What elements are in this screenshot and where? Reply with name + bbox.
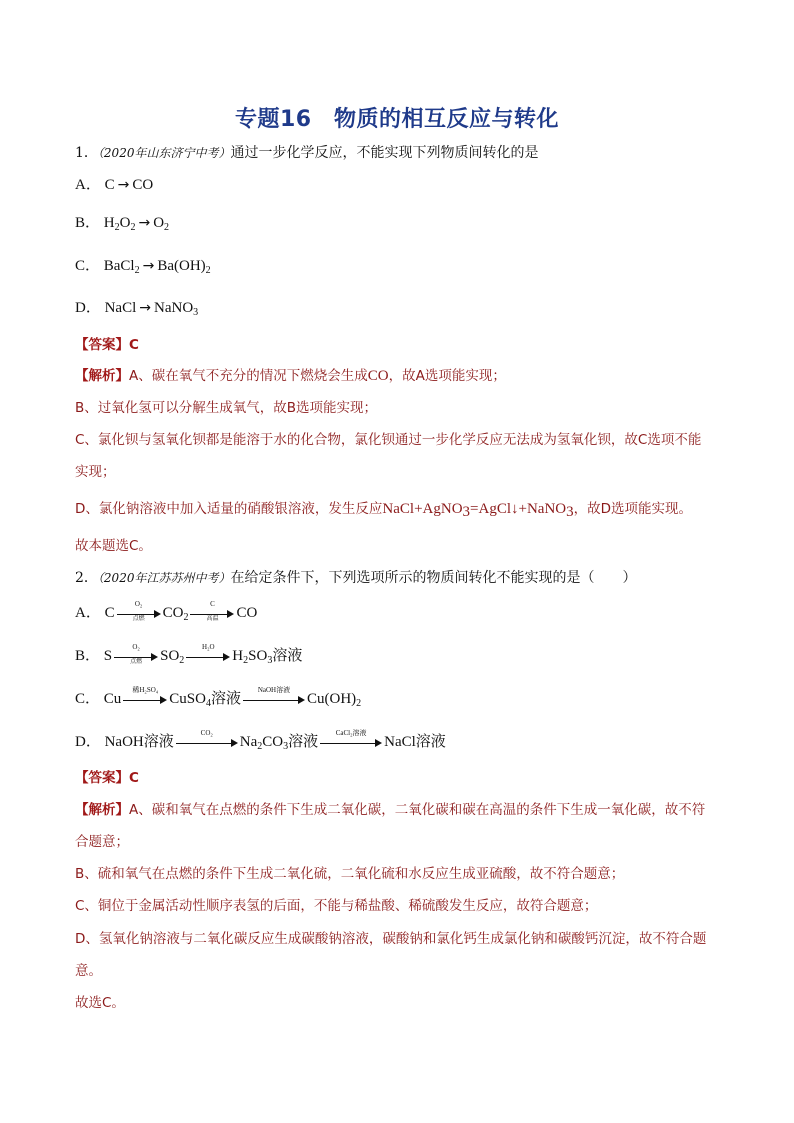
reaction-arrow-icon: CO₂ bbox=[176, 736, 238, 750]
right-arrow-icon: → bbox=[142, 258, 155, 274]
q1-number: 1． bbox=[75, 145, 98, 161]
reaction-arrow-icon: H₂O bbox=[186, 650, 230, 664]
reaction-arrow-icon: C 高温 bbox=[190, 607, 234, 621]
right-arrow-icon: → bbox=[138, 215, 151, 231]
q1-explanation-a: 【解析】A、碳在氧气不充分的情况下燃烧会生成CO，故A选项能实现； bbox=[75, 368, 506, 384]
reaction-arrow-icon: 稀H₂SO₄ bbox=[123, 693, 167, 707]
q1-explanation-c2: 实现； bbox=[75, 464, 116, 480]
q2-number: 2． bbox=[75, 570, 98, 586]
q2-stem bbox=[75, 568, 636, 588]
q1-explanation-b: B、过氧化氢可以分解生成氧气，故B选项能实现； bbox=[75, 400, 378, 416]
reaction-arrow-icon: NaOH溶液 bbox=[243, 693, 305, 707]
reaction-arrow-icon: O₂ 点燃 bbox=[114, 650, 158, 664]
q2-option-a: A． C O₂ 点燃 $CO_2$ C 高温 CO bbox=[75, 599, 258, 623]
q2-option-b: B． S O₂ 点燃 $SO_2$ H₂O $H_2SO_3$溶液 bbox=[75, 642, 303, 666]
page-title: 专题16 物质的相互反应与转化 bbox=[234, 107, 560, 132]
q2-explanation-c: C、铜位于金属活动性顺序表氢的后面，不能与稀盐酸、稀硫酸发生反应，故符合题意； bbox=[75, 898, 598, 914]
q1-explanation-d: D、氯化钠溶液中加入适量的硝酸银溶液，发生反应NaCl+AgNO$_3$=AgCl↓+NaNO$_3$，故D选项能实现。 bbox=[75, 501, 693, 520]
q2-explanation-a1: 【解析】A、碳和氧气在点燃的条件下生成二氧化碳，二氧化碳和碳在高温的条件下生成一氧化碳，故不符 bbox=[75, 802, 706, 818]
q2-explanation-a2: 合题意； bbox=[75, 834, 129, 850]
q2-option-c: C． Cu 稀H₂SO₄ CuSO$_4$溶液 NaOH溶液 $Cu(OH)_2$ bbox=[75, 685, 362, 709]
reaction-arrow-icon: CaCl₂溶液 bbox=[320, 736, 382, 750]
q1-text: 通过一步化学反应，不能实现下列物质间转化的是 bbox=[230, 145, 539, 161]
q1-explanation-c1: C、氯化钡与氢氧化钡都是能溶于水的化合物，氯化钡通过一步化学反应无法成为氢氧化钡，故C选项不能 bbox=[75, 432, 702, 448]
q2-text: 在给定条件下，下列选项所示的物质间转化不能实现的是（ ） bbox=[230, 570, 637, 586]
q2-conclusion: 故选C。 bbox=[75, 995, 125, 1011]
q1-stem bbox=[75, 143, 538, 163]
q2-answer: 【答案】C bbox=[75, 770, 139, 786]
q2-option-d: D． NaOH溶液 CO₂ $Na_2CO_3$溶液 CaCl₂溶液 NaCl溶液 bbox=[75, 728, 446, 752]
q2-explanation-b: B、硫和氧气在点燃的条件下生成二氧化硫，二氧化硫和水反应生成亚硫酸，故不符合题意； bbox=[75, 866, 625, 882]
q1-option-d: D． NaCl → NaNO$_3$ bbox=[75, 300, 199, 318]
right-arrow-icon: → bbox=[117, 177, 130, 193]
q1-conclusion: 故本题选C。 bbox=[75, 538, 152, 554]
q2-explanation-d1: D、氢氧化钠溶液与二氧化碳反应生成碳酸钠溶液，碳酸钠和氯化钙生成氯化钠和碳酸钙沉淀，故不符合题 bbox=[75, 931, 707, 947]
q1-option-b: B． $H_2O_2 \to O_2$ bbox=[75, 215, 170, 233]
q1-source: （2020年山东济宁中考） bbox=[97, 146, 231, 160]
q2-source: （2020年江苏苏州中考） bbox=[97, 571, 231, 585]
q1-option-c: C． BaCl$_2$ → $Ba(OH)_2$ bbox=[75, 258, 211, 276]
q1-option-a: A． C → CO bbox=[75, 177, 154, 193]
right-arrow-icon: → bbox=[139, 300, 151, 316]
q1-answer: 【答案】C bbox=[75, 337, 139, 353]
q2-explanation-d2: 意。 bbox=[75, 963, 102, 979]
reaction-arrow-icon: O₂ 点燃 bbox=[117, 607, 161, 621]
